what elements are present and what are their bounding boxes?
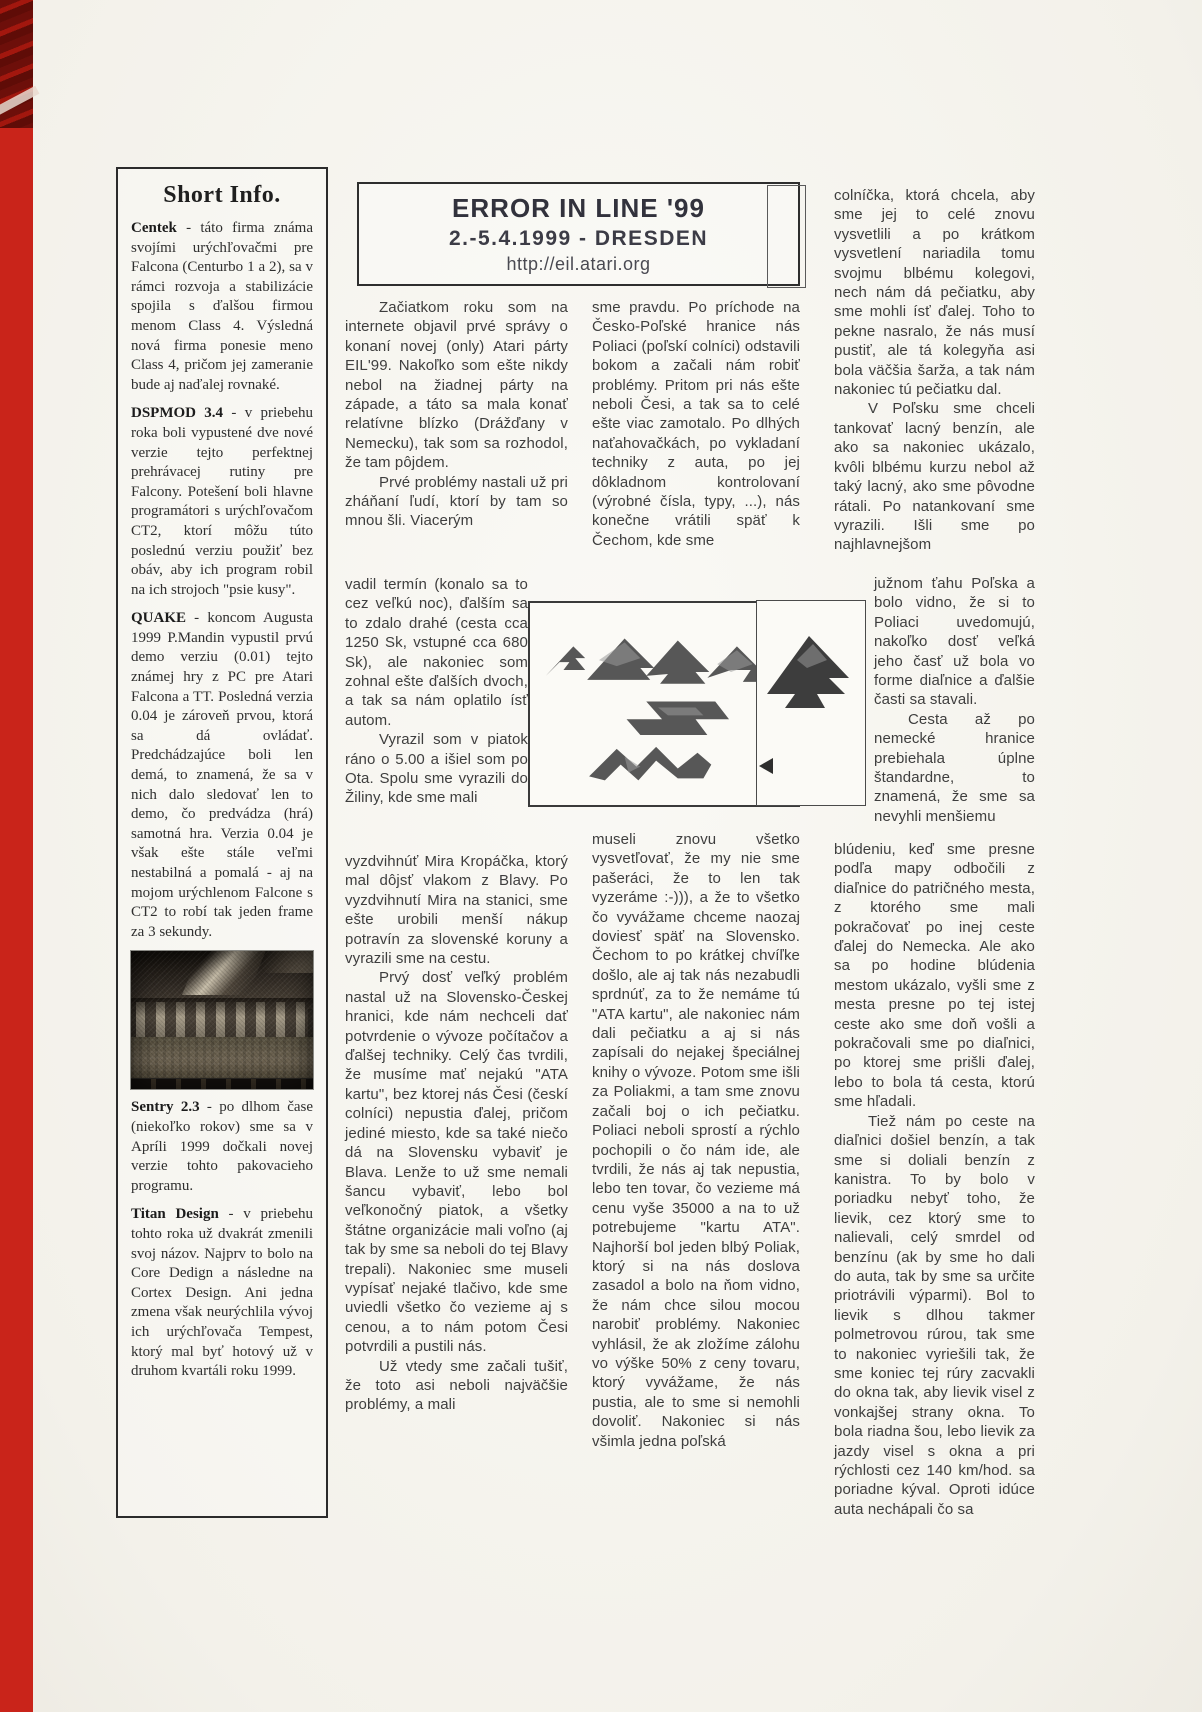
- article-column-3-bottom: [592, 830, 800, 1451]
- short-info-para-centek: [131, 219, 313, 395]
- short-info-para-dspmod: [131, 404, 313, 600]
- event-header-box: [357, 182, 800, 286]
- article-column-3-top: [592, 298, 800, 550]
- short-info-lead-quake: QUAKE: [131, 610, 187, 627]
- article-column-2-top: [345, 298, 568, 531]
- short-info-text-titan: - v priebehu tohto roka už dvakrát zmenili svoj názov. Najprv to bolo na Core Dedign a následne na Cortex Design. Ani jedna zmena však neurýchlila vývoj ich urýchľovača Tempest, ktorý mal byť hotový už v druhom kvartáli roku 1999.: [131, 1206, 313, 1380]
- paragraph: Tiež nám po ceste na diaľnici došiel benzín, a tak sme si doliali benzín z kanistra. To by bolo v poriadku nebyť toho, že lievik, cez ktorý sme to nalievali, celý smrdel od benzínu (ak by sme ho dali do auta, tak by sme sa určite priotrávili výparmi). Bol to lievik s dlhou takmer polmetrovou rúrou, tak sme to nakoniec vyriešili tak, že sme koniec tej rúry zacvakli do okna tak, aby lievik visel z vonkajšej strany okna. To bola riadna šou, lebo lievik za jazdy visel s okna a pri rýchlosti cez 140 km/hod. sa poriadne kýval. Oproti idúce auta nechápali čo sa: [834, 1112, 1035, 1518]
- paragraph: museli znovu všetko vysvetľovať, že my nie sme pašeráci, že to len tak vyzeráme :-))), a že to všetko čo vyvážame chceme naozaj doviesť späť na Slovensko. Čechom to po krátkej chvíľke došlo, ale aj tak nás nezabudli sprdnúť, za to že nemáme tú "ATA kartu", ale nakoniec nám dali pečiatku a aj si nás zapísali do nejakej špeciálnej knihy o vývoze. Potom sme išli za Poliakmi, a tam sme znovu začali boj o ich pečiatku. Poliaci neboli sprostí a rýchlo pochopili o čo nám ide, ale tvrdili, že nás aj tak nepustia, lebo ten tovar, čo vezieme má cenu vyše 35000 a na to už potrebujeme "kartu ATA". Najhorší bol jeden blbý Poliak, ktorý si na nás doslova zasadol a bolo na ňom vidno, že nám chce silou mocou narobiť problémy. Nakoniec vyhlásil, že ak zložíme zálohu vo výške 50% z ceny tovaru, ktorý vyvážame, že nás pustia, ale to sme si nemohli dovoliť. Nakoniec si nás všimla jedna poľská: [592, 831, 800, 1450]
- paragraph: vadil termín (konalo sa to cez veľkú noc), ďalším sa to zdalo drahé (cesta cca 1250 Sk, vstupné cca 680 Sk), ale nakoniec som zohnal ešte ďalších dvoch, a tak sa nám oplatilo ísť autom.: [345, 576, 528, 729]
- quake-vignette: [131, 951, 313, 1089]
- short-info-text-centek: - táto firma známa svojími urýchľovačmi pre Falcona (Centurbo 1 a 2), sa v rámci rozvoja a stabilizácie spojila s ďalšou firmou menom Class 4. Výsledná nová firma ponesie meno Class 4, pričom jej zameranie bude aj naďalej rovnaké.: [131, 220, 313, 393]
- short-info-para-sentry: [131, 1098, 313, 1196]
- short-info-para-quake: [131, 609, 313, 942]
- short-info-text-sentry: - po dlhom čase (niekoľko rokov) sme sa v Apríli 1999 dočkali novej verzie tohto pakovacieho programu.: [131, 1099, 314, 1194]
- short-info-title: Short Info.: [163, 182, 281, 208]
- quake-screenshot-image: [131, 951, 313, 1089]
- event-url: http://eil.atari.org: [506, 254, 651, 274]
- binding-strip: [0, 0, 33, 1712]
- article-column-2-bottom: [345, 852, 568, 1415]
- short-info-lead-centek: Centek: [131, 220, 177, 236]
- paragraph: sme pravdu. Po príchode na Česko-Poľské hranice nás Poliaci (poľskí colníci) odstavili bokom a začali nám robiť problémy. Pritom pri nás ešte neboli Česi, a tak sa to celé ešte viac zamotalo. Po dlhých naťahovačkách, po vykladaní techniky z auta, po jej dôkladnom kontrolovaní (výrobné čísla, typy, ...), nás konečne vrátili späť k Čechom, kde sme: [592, 299, 800, 549]
- logo-fragment-graphic: [757, 601, 865, 805]
- article-column-4-bottom: [834, 840, 1035, 1519]
- paragraph: colníčka, ktorá chcela, aby sme jej to celé znovu vysvetlili a po krátkom vysvetlení nariadila tomu svojmu blbému kolegovi, nech nám dá pečiatku, aby sme mohli ísť ďalej. Toho to pekne nasralo, že nás musí pustiť, ale tá kolegyňa asi bola väčšia šarža, a tak nám nakoniec tú pečiatku dal.: [834, 187, 1035, 399]
- short-info-para-titan: [131, 1205, 313, 1381]
- event-title: ERROR IN LINE '99: [452, 193, 705, 223]
- paragraph: blúdeniu, keď sme presne podľa mapy odbočili z diaľnice do patričného mesta, z ktorého sme mali pokračovať po inej ceste ďalej do Nemecka. Ale ako sa po hodine blúdenia mestom ukázalo, vyšli sme z mesta presne po tej istej ceste ako sme doň vošli a pokračovali sme po diaľnici, po ktorej sme prišli ďalej, lebo to bola tá cesta, ktorú sme hľadali.: [834, 841, 1035, 1111]
- short-info-lead-sentry: Sentry 2.3: [131, 1099, 200, 1116]
- paragraph: Začiatkom roku som na internete objavil prvé správy o konaní novej (only) Atari párty EIL'99. Nakoľko som ešte nikdy nebol na žiadnej párty na západe, a táto sa mala konať relatívne blízko (Drážďany v Nemecku), tak som sa rozhodol, že tam pôjdem.: [345, 299, 568, 472]
- article-column-4-narrow: [874, 574, 1035, 826]
- paragraph: Cesta až po nemecké hranice prebiehala úplne štandardne, to znamená, že sme sa nevyhli menšiemu: [874, 710, 1035, 825]
- paragraph: Prvý dosť veľký problém nastal už na Slovensko-Českej hranici, kde nám nechceli dať potvrdenie o vývoze počítačov a ďalšej techniky. Celý čas tvrdili, že musíme mať nejakú "ATA kartu", bez ktorej nás Česi (českí colníci) nepustia ďalej, pričom jediné miesto, kde sa také niečo dá na Slovensku vybaviť je Blava. Lenže to už sme nemali šancu vybaviť, lebo bol veľkonočný piatok, a všetky štátne organizácie mali voľno (aj tak by sme sa neboli do tej Blavy trepali). Nakoniec sme museli vypísať nejaké tlačivo, kde sme uviedli všetko čo vezieme aj s cenou, a to nám potom Česi potvrdili a pustili nás.: [345, 969, 568, 1356]
- article-column-4-top: [834, 186, 1035, 555]
- paragraph: Vyrazil som v piatok ráno o 5.00 a išiel som po Ota. Spolu sme vyrazili do Žiliny, kde sme mali: [345, 731, 528, 807]
- short-info-text-dspmod: - v priebehu roka boli vypustené dve nové verzie tejto perfektnej prehrávacej rutiny pre Falcony. Potešení boli hlavne programátori s urýchľovačom CT2, ktorí môžu túto poslednú verziu použiť bez obáv, aby ich program robil na ich strojoch "psie kusy".: [131, 405, 313, 598]
- paragraph: vyzdvihnúť Mira Kropáčka, ktorý mal dôjsť vlakom z Blavy. Po vyzdvihnutí Mira na stanici, sme ešte urobili menší nákup potravín za slovenské koruny a vyrazili sme na cestu.: [345, 853, 568, 968]
- logo-fragment-image: [756, 600, 866, 806]
- paragraph: Už vtedy sme začali tušiť, že toto asi neboli najväčšie problémy, a mali: [345, 1357, 568, 1414]
- article-column-2-narrow: [345, 575, 528, 808]
- paragraph: Prvé problémy nastali už pri zháňaní ľudí, ktorí by tam so mnou šli. Viacerým: [345, 473, 568, 530]
- margin-box: [767, 185, 806, 288]
- short-info-box: [116, 167, 328, 1518]
- short-info-lead-dspmod: DSPMOD 3.4: [131, 405, 224, 422]
- short-info-text-quake: - koncom Augusta 1999 P.Mandin vypustil prvú demo verziu (0.01) tejto známej hry z PC pre Atari Falcona a TT. Posledná verzia 0.04 je zároveň prvou, ktorá sa dá ovládať. Predchádzajúce boli len demá, to znamená, že sa v nich dalo sledovať len to demo, čo predvádza (hrá) samotná hra. Verzia 0.04 je však ešte stále veľmi nestabilná a pomalá - aj na mojom urýchlenom Falcone s CT2 to robí tak jeden frame za 3 sekundy.: [131, 610, 313, 940]
- paragraph: južnom ťahu Poľska a bolo vidno, že si to Poliaci uvedomujú, nakoľko dosť veľká jeho časť už bola vo forme diaľnice a ďalšie časti sa stavali.: [874, 575, 1035, 709]
- paragraph: V Poľsku sme chceli tankovať lacný benzín, ale ako sa nakoniec ukázalo, kvôli blbému kurzu nebol až taký lacný, ako sme pôvodne rátali. Po natankovaní sme vyrazili. Išli sme po najhlavnejšom: [834, 400, 1035, 554]
- event-dates: 2.-5.4.1999 - DRESDEN: [448, 227, 709, 250]
- short-info-lead-titan: Titan Design: [131, 1206, 219, 1223]
